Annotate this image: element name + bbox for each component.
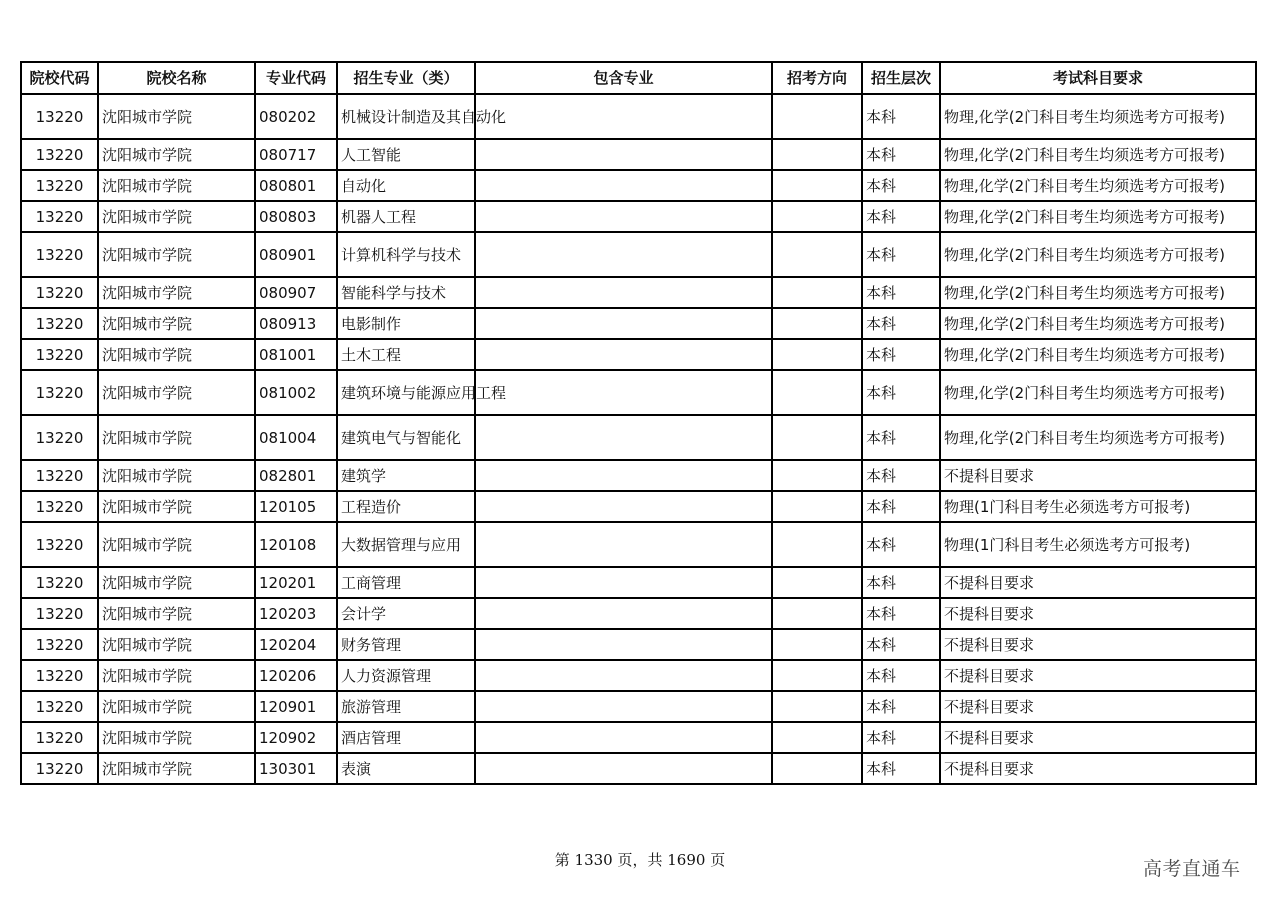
cell-school-name: 沈阳城市学院 [98,722,255,753]
cell-direction [772,232,862,277]
cell-major: 建筑环境与能源应用工程 [337,370,475,415]
cell-school-code: 13220 [21,339,98,370]
header-level: 招生层次 [862,62,940,94]
cell-school-name: 沈阳城市学院 [98,232,255,277]
table-row [21,170,1256,201]
table-row [21,522,1256,567]
cell-school-name: 沈阳城市学院 [98,339,255,370]
cell-school-code: 13220 [21,567,98,598]
cell-school-code: 13220 [21,370,98,415]
enrollment-table [20,61,1257,785]
cell-exam-requirement: 物理,化学(2门科目考生均须选考方可报考) [940,170,1256,201]
cell-school-name: 沈阳城市学院 [98,170,255,201]
cell-school-code: 13220 [21,415,98,460]
cell-level: 本科 [862,567,940,598]
cell-included-majors [475,691,772,722]
table-row [21,598,1256,629]
cell-included-majors [475,722,772,753]
cell-major-code: 130301 [255,753,337,784]
cell-major-code: 080913 [255,308,337,339]
cell-level: 本科 [862,339,940,370]
cell-exam-requirement: 物理,化学(2门科目考生均须选考方可报考) [940,339,1256,370]
cell-major: 表演 [337,753,475,784]
cell-school-code: 13220 [21,629,98,660]
cell-school-code: 13220 [21,753,98,784]
cell-direction [772,170,862,201]
cell-school-name: 沈阳城市学院 [98,491,255,522]
table-row [21,722,1256,753]
cell-major-code: 120203 [255,598,337,629]
table-row [21,491,1256,522]
cell-level: 本科 [862,522,940,567]
header-school-code: 院校代码 [21,62,98,94]
cell-included-majors [475,94,772,139]
table-row [21,691,1256,722]
cell-direction [772,722,862,753]
table-row [21,567,1256,598]
watermark-text: 高考直通车 [1143,858,1241,880]
table-row [21,415,1256,460]
cell-major-code: 120201 [255,567,337,598]
cell-exam-requirement: 物理,化学(2门科目考生均须选考方可报考) [940,139,1256,170]
cell-direction [772,277,862,308]
table-row [21,139,1256,170]
cell-included-majors [475,598,772,629]
table-row [21,232,1256,277]
cell-direction [772,339,862,370]
cell-major-code: 081004 [255,415,337,460]
cell-school-code: 13220 [21,277,98,308]
cell-major: 机械设计制造及其自动化 [337,94,475,139]
cell-major-code: 120105 [255,491,337,522]
cell-major: 旅游管理 [337,691,475,722]
cell-major: 酒店管理 [337,722,475,753]
cell-school-name: 沈阳城市学院 [98,370,255,415]
header-row [21,62,1256,94]
cell-major-code: 081001 [255,339,337,370]
cell-major-code: 120108 [255,522,337,567]
cell-school-name: 沈阳城市学院 [98,660,255,691]
table-row [21,339,1256,370]
cell-exam-requirement: 不提科目要求 [940,753,1256,784]
cell-direction [772,415,862,460]
cell-included-majors [475,660,772,691]
cell-major: 土木工程 [337,339,475,370]
cell-exam-requirement: 不提科目要求 [940,567,1256,598]
cell-school-code: 13220 [21,491,98,522]
cell-direction [772,491,862,522]
cell-direction [772,629,862,660]
cell-school-name: 沈阳城市学院 [98,415,255,460]
cell-included-majors [475,201,772,232]
cell-major: 机器人工程 [337,201,475,232]
cell-major: 财务管理 [337,629,475,660]
cell-school-code: 13220 [21,722,98,753]
cell-direction [772,308,862,339]
cell-major-code: 120901 [255,691,337,722]
table-row [21,94,1256,139]
cell-included-majors [475,139,772,170]
cell-major-code: 080901 [255,232,337,277]
cell-major: 建筑学 [337,460,475,491]
cell-school-name: 沈阳城市学院 [98,522,255,567]
cell-exam-requirement: 不提科目要求 [940,460,1256,491]
cell-school-name: 沈阳城市学院 [98,201,255,232]
cell-exam-requirement: 不提科目要求 [940,660,1256,691]
cell-major: 智能科学与技术 [337,277,475,308]
cell-direction [772,370,862,415]
cell-level: 本科 [862,232,940,277]
table-row [21,629,1256,660]
cell-exam-requirement: 物理,化学(2门科目考生均须选考方可报考) [940,370,1256,415]
cell-direction [772,522,862,567]
cell-level: 本科 [862,170,940,201]
cell-included-majors [475,308,772,339]
table-row [21,660,1256,691]
cell-level: 本科 [862,691,940,722]
cell-level: 本科 [862,629,940,660]
cell-major: 人工智能 [337,139,475,170]
cell-major: 工商管理 [337,567,475,598]
cell-direction [772,201,862,232]
cell-level: 本科 [862,753,940,784]
cell-major-code: 120902 [255,722,337,753]
header-major-code: 专业代码 [255,62,337,94]
cell-major: 人力资源管理 [337,660,475,691]
page-number: 第 1330 页，共 1690 页 [554,851,726,869]
cell-school-code: 13220 [21,139,98,170]
table-row [21,370,1256,415]
cell-direction [772,567,862,598]
cell-major: 自动化 [337,170,475,201]
cell-major: 计算机科学与技术 [337,232,475,277]
cell-included-majors [475,460,772,491]
cell-level: 本科 [862,277,940,308]
cell-included-majors [475,629,772,660]
cell-included-majors [475,232,772,277]
cell-exam-requirement: 物理(1门科目考生必须选考方可报考) [940,491,1256,522]
cell-direction [772,598,862,629]
cell-school-name: 沈阳城市学院 [98,94,255,139]
cell-included-majors [475,339,772,370]
cell-included-majors [475,170,772,201]
cell-major-code: 080801 [255,170,337,201]
cell-school-name: 沈阳城市学院 [98,598,255,629]
cell-direction [772,753,862,784]
table-row [21,460,1256,491]
cell-school-name: 沈阳城市学院 [98,629,255,660]
cell-included-majors [475,567,772,598]
cell-exam-requirement: 物理,化学(2门科目考生均须选考方可报考) [940,232,1256,277]
cell-exam-requirement: 物理,化学(2门科目考生均须选考方可报考) [940,308,1256,339]
cell-direction [772,94,862,139]
cell-school-code: 13220 [21,522,98,567]
cell-major: 大数据管理与应用 [337,522,475,567]
cell-level: 本科 [862,139,940,170]
cell-exam-requirement: 物理,化学(2门科目考生均须选考方可报考) [940,94,1256,139]
cell-school-code: 13220 [21,201,98,232]
cell-school-name: 沈阳城市学院 [98,691,255,722]
cell-school-name: 沈阳城市学院 [98,308,255,339]
cell-school-name: 沈阳城市学院 [98,460,255,491]
cell-school-code: 13220 [21,94,98,139]
cell-school-name: 沈阳城市学院 [98,753,255,784]
cell-exam-requirement: 物理,化学(2门科目考生均须选考方可报考) [940,201,1256,232]
cell-exam-requirement: 不提科目要求 [940,629,1256,660]
table-row [21,201,1256,232]
cell-school-code: 13220 [21,232,98,277]
cell-included-majors [475,277,772,308]
table-row [21,308,1256,339]
cell-major-code: 080803 [255,201,337,232]
cell-school-name: 沈阳城市学院 [98,567,255,598]
cell-direction [772,139,862,170]
cell-school-code: 13220 [21,598,98,629]
cell-school-code: 13220 [21,170,98,201]
cell-level: 本科 [862,460,940,491]
cell-exam-requirement: 物理,化学(2门科目考生均须选考方可报考) [940,277,1256,308]
cell-level: 本科 [862,370,940,415]
cell-major-code: 120206 [255,660,337,691]
cell-school-code: 13220 [21,308,98,339]
cell-level: 本科 [862,201,940,232]
cell-included-majors [475,753,772,784]
cell-major-code: 081002 [255,370,337,415]
header-direction: 招考方向 [772,62,862,94]
cell-included-majors [475,522,772,567]
cell-exam-requirement: 物理,化学(2门科目考生均须选考方可报考) [940,415,1256,460]
cell-included-majors [475,491,772,522]
cell-school-name: 沈阳城市学院 [98,277,255,308]
cell-school-code: 13220 [21,660,98,691]
cell-included-majors [475,415,772,460]
cell-school-code: 13220 [21,691,98,722]
cell-exam-requirement: 物理(1门科目考生必须选考方可报考) [940,522,1256,567]
cell-level: 本科 [862,660,940,691]
cell-direction [772,660,862,691]
cell-major-code: 080907 [255,277,337,308]
cell-direction [772,691,862,722]
cell-exam-requirement: 不提科目要求 [940,598,1256,629]
cell-major: 电影制作 [337,308,475,339]
header-school-name: 院校名称 [98,62,255,94]
cell-level: 本科 [862,308,940,339]
cell-level: 本科 [862,722,940,753]
cell-major: 会计学 [337,598,475,629]
cell-major: 建筑电气与智能化 [337,415,475,460]
cell-level: 本科 [862,598,940,629]
cell-major-code: 080717 [255,139,337,170]
header-included-majors: 包含专业 [475,62,772,94]
header-exam-requirement: 考试科目要求 [940,62,1256,94]
cell-level: 本科 [862,491,940,522]
cell-level: 本科 [862,94,940,139]
table-row [21,753,1256,784]
cell-school-name: 沈阳城市学院 [98,139,255,170]
table-row [21,277,1256,308]
cell-major-code: 120204 [255,629,337,660]
cell-major: 工程造价 [337,491,475,522]
cell-included-majors [475,370,772,415]
table-body [21,94,1256,784]
cell-exam-requirement: 不提科目要求 [940,722,1256,753]
cell-level: 本科 [862,415,940,460]
cell-major-code: 080202 [255,94,337,139]
cell-major-code: 082801 [255,460,337,491]
header-major: 招生专业（类） [337,62,475,94]
cell-direction [772,460,862,491]
cell-exam-requirement: 不提科目要求 [940,691,1256,722]
cell-school-code: 13220 [21,460,98,491]
